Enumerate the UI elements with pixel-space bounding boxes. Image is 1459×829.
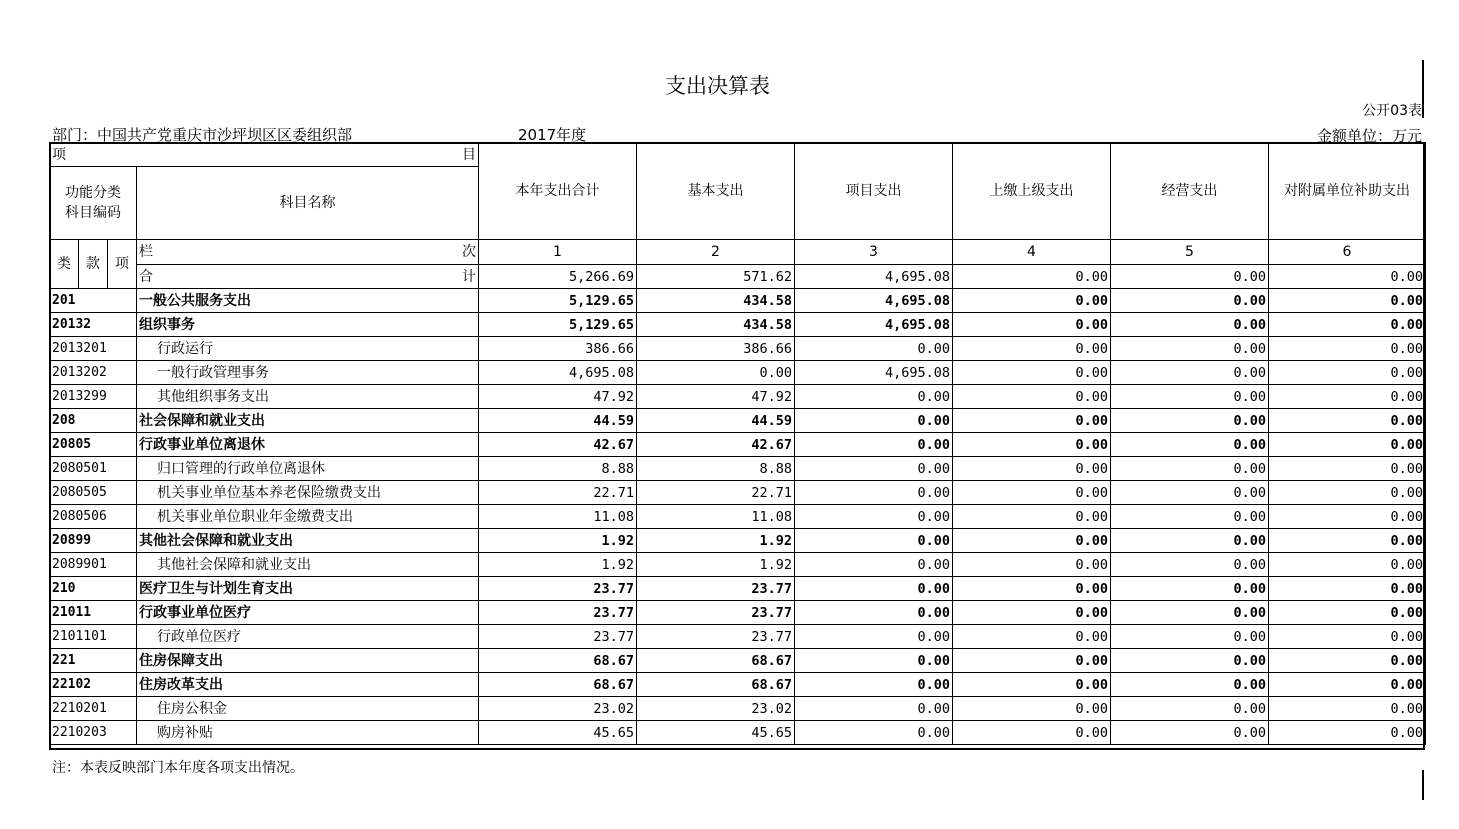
- row-value: 0.00: [1269, 361, 1426, 385]
- row-code: 221: [50, 649, 137, 673]
- row-name: 其他社会保障和就业支出: [137, 529, 479, 553]
- row-value: 1.92: [637, 553, 795, 577]
- row-value: 23.77: [637, 625, 795, 649]
- row-code: 2013201: [50, 337, 137, 361]
- row-value: 0.00: [953, 361, 1111, 385]
- row-value: 4,695.08: [479, 361, 637, 385]
- row-value: 0.00: [953, 385, 1111, 409]
- row-value: 0.00: [1111, 697, 1269, 721]
- row-code: 2013202: [50, 361, 137, 385]
- col-lei: 类: [50, 240, 79, 289]
- col-header-basic: 基本支出: [637, 143, 795, 240]
- row-name: 行政运行: [137, 337, 479, 361]
- row-value: 1.92: [479, 553, 637, 577]
- table-row: [50, 505, 1426, 529]
- table-row: [50, 337, 1426, 361]
- row-code: 2080501: [50, 457, 137, 481]
- total-value: 0.00: [953, 265, 1111, 289]
- row-value: 0.00: [953, 337, 1111, 361]
- row-name: 归口管理的行政单位离退休: [137, 457, 479, 481]
- col-header-subsidy: 对附属单位补助支出: [1269, 143, 1426, 240]
- row-value: 0.00: [953, 457, 1111, 481]
- row-value: 45.65: [479, 721, 637, 745]
- row-value: 0.00: [1111, 625, 1269, 649]
- row-value: 0.00: [953, 649, 1111, 673]
- row-code: 2089901: [50, 553, 137, 577]
- col-xiang: 项: [108, 240, 137, 289]
- col-number: 2: [637, 240, 795, 265]
- table-row: [50, 529, 1426, 553]
- col-number: 1: [479, 240, 637, 265]
- row-value: 4,695.08: [795, 361, 953, 385]
- table-row: [50, 625, 1426, 649]
- row-value: 22.71: [479, 481, 637, 505]
- expenditure-table: [49, 142, 1426, 745]
- row-name: 医疗卫生与计划生育支出: [137, 577, 479, 601]
- row-value: 0.00: [1269, 337, 1426, 361]
- row-value: 0.00: [1111, 457, 1269, 481]
- he-ji-cell: [137, 265, 479, 289]
- row-name: 其他社会保障和就业支出: [137, 553, 479, 577]
- row-value: 0.00: [1111, 721, 1269, 745]
- table-row: [50, 553, 1426, 577]
- row-value: 0.00: [795, 505, 953, 529]
- page-edge-line: [1422, 770, 1424, 800]
- row-value: 0.00: [795, 673, 953, 697]
- row-value: 0.00: [1111, 529, 1269, 553]
- row-value: 0.00: [1269, 697, 1426, 721]
- page-title: 支出决算表: [665, 74, 770, 98]
- row-name: 购房补贴: [137, 721, 479, 745]
- row-name: 社会保障和就业支出: [137, 409, 479, 433]
- row-value: 0.00: [953, 553, 1111, 577]
- row-value: 0.00: [953, 481, 1111, 505]
- lan-label: 栏: [139, 244, 153, 260]
- row-name: 组织事务: [137, 313, 479, 337]
- header-item-cell: [50, 143, 479, 167]
- row-value: 0.00: [795, 409, 953, 433]
- row-code: 22102: [50, 673, 137, 697]
- table-row: [50, 673, 1426, 697]
- row-value: 68.67: [479, 649, 637, 673]
- total-value: 5,266.69: [479, 265, 637, 289]
- row-value: 44.59: [479, 409, 637, 433]
- row-value: 0.00: [953, 721, 1111, 745]
- row-value: 434.58: [637, 289, 795, 313]
- row-value: 0.00: [1269, 721, 1426, 745]
- row-value: 23.77: [479, 577, 637, 601]
- row-value: 0.00: [1269, 457, 1426, 481]
- row-value: 0.00: [795, 697, 953, 721]
- row-name: 行政事业单位离退休: [137, 433, 479, 457]
- col-number: 3: [795, 240, 953, 265]
- row-name: 机关事业单位基本养老保险缴费支出: [137, 481, 479, 505]
- row-value: 0.00: [953, 529, 1111, 553]
- row-code: 20132: [50, 313, 137, 337]
- row-value: 0.00: [1111, 553, 1269, 577]
- table-row: [50, 721, 1426, 745]
- row-value: 0.00: [1111, 337, 1269, 361]
- row-code: 2013299: [50, 385, 137, 409]
- row-value: 0.00: [795, 721, 953, 745]
- row-value: 0.00: [1111, 409, 1269, 433]
- page-edge-line: [1422, 60, 1424, 118]
- row-value: 44.59: [637, 409, 795, 433]
- row-code: 20805: [50, 433, 137, 457]
- row-value: 1.92: [479, 529, 637, 553]
- table-row: [50, 601, 1426, 625]
- row-value: 23.02: [479, 697, 637, 721]
- col-number: 5: [1111, 240, 1269, 265]
- row-name: 住房公积金: [137, 697, 479, 721]
- row-value: 0.00: [953, 313, 1111, 337]
- col-number: 6: [1269, 240, 1426, 265]
- row-value: 0.00: [953, 673, 1111, 697]
- row-value: 45.65: [637, 721, 795, 745]
- total-value: 571.62: [637, 265, 795, 289]
- table-body: [50, 289, 1426, 745]
- subject-name-header: 科目名称: [137, 167, 479, 240]
- row-name: 行政事业单位医疗: [137, 601, 479, 625]
- row-value: 0.00: [953, 697, 1111, 721]
- row-value: 68.67: [637, 673, 795, 697]
- row-value: 0.00: [1269, 481, 1426, 505]
- row-value: 0.00: [1111, 505, 1269, 529]
- row-value: 0.00: [1269, 433, 1426, 457]
- row-value: 0.00: [1111, 649, 1269, 673]
- row-value: 5,129.65: [479, 289, 637, 313]
- row-code: 21011: [50, 601, 137, 625]
- col-header-upper: 上缴上级支出: [953, 143, 1111, 240]
- row-value: 0.00: [795, 457, 953, 481]
- table-row: [50, 457, 1426, 481]
- row-value: 0.00: [795, 433, 953, 457]
- row-value: 0.00: [795, 529, 953, 553]
- row-value: 0.00: [1111, 433, 1269, 457]
- table-row: [50, 409, 1426, 433]
- row-code: 2101101: [50, 625, 137, 649]
- row-value: 0.00: [1111, 313, 1269, 337]
- row-value: 0.00: [795, 577, 953, 601]
- row-value: 0.00: [1269, 385, 1426, 409]
- row-value: 11.08: [637, 505, 795, 529]
- fiscal-year: 2017年度: [518, 126, 587, 144]
- row-value: 434.58: [637, 313, 795, 337]
- header-item-left: 项: [52, 146, 66, 163]
- row-value: 0.00: [795, 601, 953, 625]
- row-value: 386.66: [637, 337, 795, 361]
- row-value: 0.00: [1269, 529, 1426, 553]
- row-code: 2080506: [50, 505, 137, 529]
- row-value: 0.00: [953, 409, 1111, 433]
- total-value: 0.00: [1111, 265, 1269, 289]
- row-value: 0.00: [953, 289, 1111, 313]
- row-value: 23.77: [637, 601, 795, 625]
- row-value: 42.67: [479, 433, 637, 457]
- row-name: 一般行政管理事务: [137, 361, 479, 385]
- row-value: 0.00: [795, 385, 953, 409]
- row-code: 20899: [50, 529, 137, 553]
- row-name: 行政单位医疗: [137, 625, 479, 649]
- col-header-operating: 经营支出: [1111, 143, 1269, 240]
- row-code: 210: [50, 577, 137, 601]
- table-row: [50, 433, 1426, 457]
- row-value: 4,695.08: [795, 289, 953, 313]
- row-code: 2080505: [50, 481, 137, 505]
- row-value: 23.77: [637, 577, 795, 601]
- row-value: 8.88: [637, 457, 795, 481]
- row-value: 0.00: [1269, 505, 1426, 529]
- row-value: 0.00: [1269, 313, 1426, 337]
- row-value: 0.00: [953, 577, 1111, 601]
- row-value: 0.00: [953, 601, 1111, 625]
- row-value: 0.00: [1111, 385, 1269, 409]
- func-code-header: 功能分类 科目编码: [50, 167, 137, 240]
- row-code: 201: [50, 289, 137, 313]
- row-code: 208: [50, 409, 137, 433]
- row-name: 住房改革支出: [137, 673, 479, 697]
- row-value: 23.77: [479, 601, 637, 625]
- amount-unit: 金额单位：万元: [1316, 127, 1422, 145]
- row-value: 8.88: [479, 457, 637, 481]
- row-value: 0.00: [795, 553, 953, 577]
- table-row: [50, 313, 1426, 337]
- row-value: 0.00: [1269, 673, 1426, 697]
- table-row: [50, 385, 1426, 409]
- header-item-right: 目: [462, 146, 476, 163]
- row-value: 42.67: [637, 433, 795, 457]
- row-value: 0.00: [1111, 361, 1269, 385]
- row-value: 0.00: [1269, 649, 1426, 673]
- ci-label: 次: [462, 244, 476, 260]
- row-value: 0.00: [1269, 289, 1426, 313]
- col-header-project: 项目支出: [795, 143, 953, 240]
- row-value: 0.00: [1269, 625, 1426, 649]
- form-code: 公开03表: [1362, 103, 1422, 119]
- table-row: [50, 577, 1426, 601]
- row-value: 0.00: [1269, 601, 1426, 625]
- row-value: 0.00: [1269, 577, 1426, 601]
- row-name: 其他组织事务支出: [137, 385, 479, 409]
- row-value: 5,129.65: [479, 313, 637, 337]
- row-value: 23.02: [637, 697, 795, 721]
- col-number: 4: [953, 240, 1111, 265]
- lan-ci-cell: [137, 240, 479, 265]
- row-name: 住房保障支出: [137, 649, 479, 673]
- table-row: [50, 697, 1426, 721]
- row-code: 2210201: [50, 697, 137, 721]
- row-value: 0.00: [795, 337, 953, 361]
- row-value: 47.92: [637, 385, 795, 409]
- row-value: 0.00: [953, 433, 1111, 457]
- row-value: 11.08: [479, 505, 637, 529]
- row-value: 0.00: [1111, 289, 1269, 313]
- row-value: 0.00: [1269, 553, 1426, 577]
- table-row: [50, 649, 1426, 673]
- footnote: 注：本表反映部门本年度各项支出情况。: [52, 760, 304, 776]
- row-value: 1.92: [637, 529, 795, 553]
- row-value: 0.00: [1269, 409, 1426, 433]
- col-kuan: 款: [79, 240, 108, 289]
- table-row: [50, 361, 1426, 385]
- col-header-total: 本年支出合计: [479, 143, 637, 240]
- row-value: 47.92: [479, 385, 637, 409]
- ji-label: 计: [462, 268, 476, 285]
- row-value: 22.71: [637, 481, 795, 505]
- row-name: 一般公共服务支出: [137, 289, 479, 313]
- row-value: 68.67: [479, 673, 637, 697]
- department-label: 部门：中国共产党重庆市沙坪坝区区委组织部: [52, 126, 353, 144]
- row-name: 机关事业单位职业年金缴费支出: [137, 505, 479, 529]
- row-value: 386.66: [479, 337, 637, 361]
- row-value: 0.00: [1111, 481, 1269, 505]
- row-value: 0.00: [795, 649, 953, 673]
- row-value: 0.00: [637, 361, 795, 385]
- row-value: 0.00: [953, 505, 1111, 529]
- row-value: 0.00: [1111, 601, 1269, 625]
- row-code: 2210203: [50, 721, 137, 745]
- table-row: [50, 289, 1426, 313]
- row-value: 4,695.08: [795, 313, 953, 337]
- row-value: 0.00: [1111, 673, 1269, 697]
- row-value: 68.67: [637, 649, 795, 673]
- he-label: 合: [139, 268, 153, 285]
- total-value: 0.00: [1269, 265, 1426, 289]
- row-value: 0.00: [953, 625, 1111, 649]
- row-value: 23.77: [479, 625, 637, 649]
- table-row: [50, 481, 1426, 505]
- row-value: 0.00: [1111, 577, 1269, 601]
- row-value: 0.00: [795, 625, 953, 649]
- row-value: 0.00: [795, 481, 953, 505]
- total-value: 4,695.08: [795, 265, 953, 289]
